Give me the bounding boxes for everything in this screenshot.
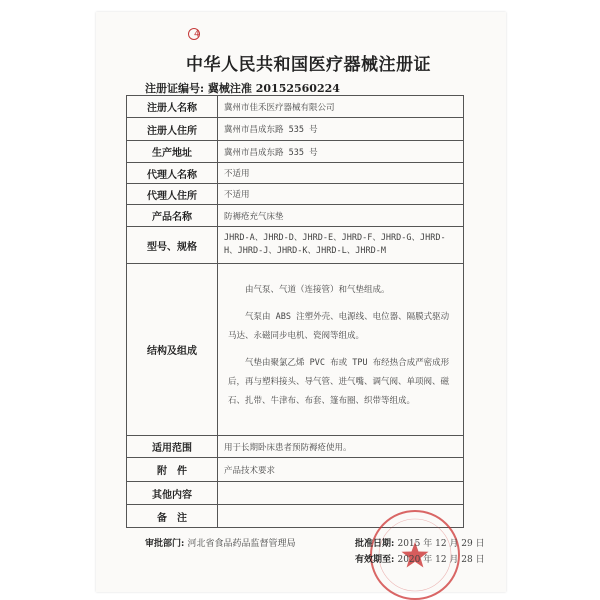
table-row: [127, 118, 464, 141]
table-row: [127, 458, 464, 482]
row-value-production-address: 冀州市昌成东路 535 号: [218, 141, 464, 163]
registration-label: 注册证编号:: [145, 82, 205, 95]
row-value-registrant-address: 冀州市昌成东路 535 号: [218, 118, 464, 141]
row-value-registrant-name: 冀州市佳禾医疗器械有限公司: [218, 96, 464, 118]
table-row: [127, 436, 464, 458]
certificate-table: [126, 95, 464, 528]
page-number: 4: [194, 28, 200, 40]
row-value-agent-address: 不适用: [218, 184, 464, 205]
row-value-agent-name: 不适用: [218, 163, 464, 184]
row-value-scope: 用于长期卧床患者预防褥疮使用。: [218, 436, 464, 458]
row-label-registrant-address: 注册人住所: [127, 118, 218, 141]
expiry-date: [355, 552, 485, 565]
row-value-structure: [218, 264, 464, 436]
approval-date: [355, 536, 485, 549]
structure-paragraph: 由气泵、气道（连接管）和气垫组成。: [245, 284, 390, 295]
row-label-agent-address: 代理人住所: [127, 184, 218, 205]
table-row: [127, 227, 464, 264]
table-row: [127, 141, 464, 163]
row-value-other: [218, 482, 464, 505]
approval-date-label: 批准日期:: [355, 539, 395, 549]
expiry-date-value: 2020 年 12 月 28 日: [397, 555, 485, 565]
expiry-date-label: 有效期至:: [355, 555, 395, 565]
row-label-scope: 适用范围: [127, 436, 218, 458]
row-value-product-name: 防褥疮充气床垫: [218, 205, 464, 227]
row-label-product-name: 产品名称: [127, 205, 218, 227]
row-value-model-spec: JHRD-A、JHRD-D、JHRD-E、JHRD-F、JHRD-G、JHRD-H、JHRD-J、JHRD-K、JHRD-L、JHRD-M: [218, 227, 464, 264]
registration-number: [145, 80, 340, 96]
structure-paragraph: 气泵由 ABS 注塑外壳、电源线、电位器、隔膜式驱动马达、永磁同步电机、瓷阀等组成。: [228, 311, 450, 341]
table-row: [127, 184, 464, 205]
approval-department-label: 审批部门:: [145, 539, 185, 549]
table-row: [127, 264, 464, 436]
row-label-other: 其他内容: [127, 482, 218, 505]
table-row: [127, 205, 464, 227]
registration-value: 冀械注准 20152560224: [207, 82, 340, 95]
row-label-model-spec: 型号、规格: [127, 227, 218, 264]
row-label-attachment: 附 件: [127, 458, 218, 482]
row-label-remarks: 备 注: [127, 505, 218, 528]
page-number-circle-icon: [188, 28, 200, 40]
approval-department-value: 河北省食品药品监督管理局: [187, 539, 296, 549]
row-value-attachment: 产品技术要求: [218, 458, 464, 482]
row-label-production-address: 生产地址: [127, 141, 218, 163]
row-label-registrant-name: 注册人名称: [127, 96, 218, 118]
row-label-structure: 结构及组成: [127, 264, 218, 436]
table-row: [127, 96, 464, 118]
table-row: [127, 482, 464, 505]
approval-date-value: 2015 年 12 月 29 日: [397, 539, 485, 549]
row-label-agent-name: 代理人名称: [127, 163, 218, 184]
approval-department: [145, 536, 295, 549]
table-row: [127, 163, 464, 184]
certificate-title: 中华人民共和国医疗器械注册证: [186, 55, 431, 75]
structure-paragraph: 气垫由聚氯乙烯 PVC 布或 TPU 布经热合成严密成形后，再与塑料接头、导气管、进气嘴、调气阀、单项阀、磁石、扎带、牛津布、布套、篷布圈、织带等组成。: [228, 357, 450, 406]
